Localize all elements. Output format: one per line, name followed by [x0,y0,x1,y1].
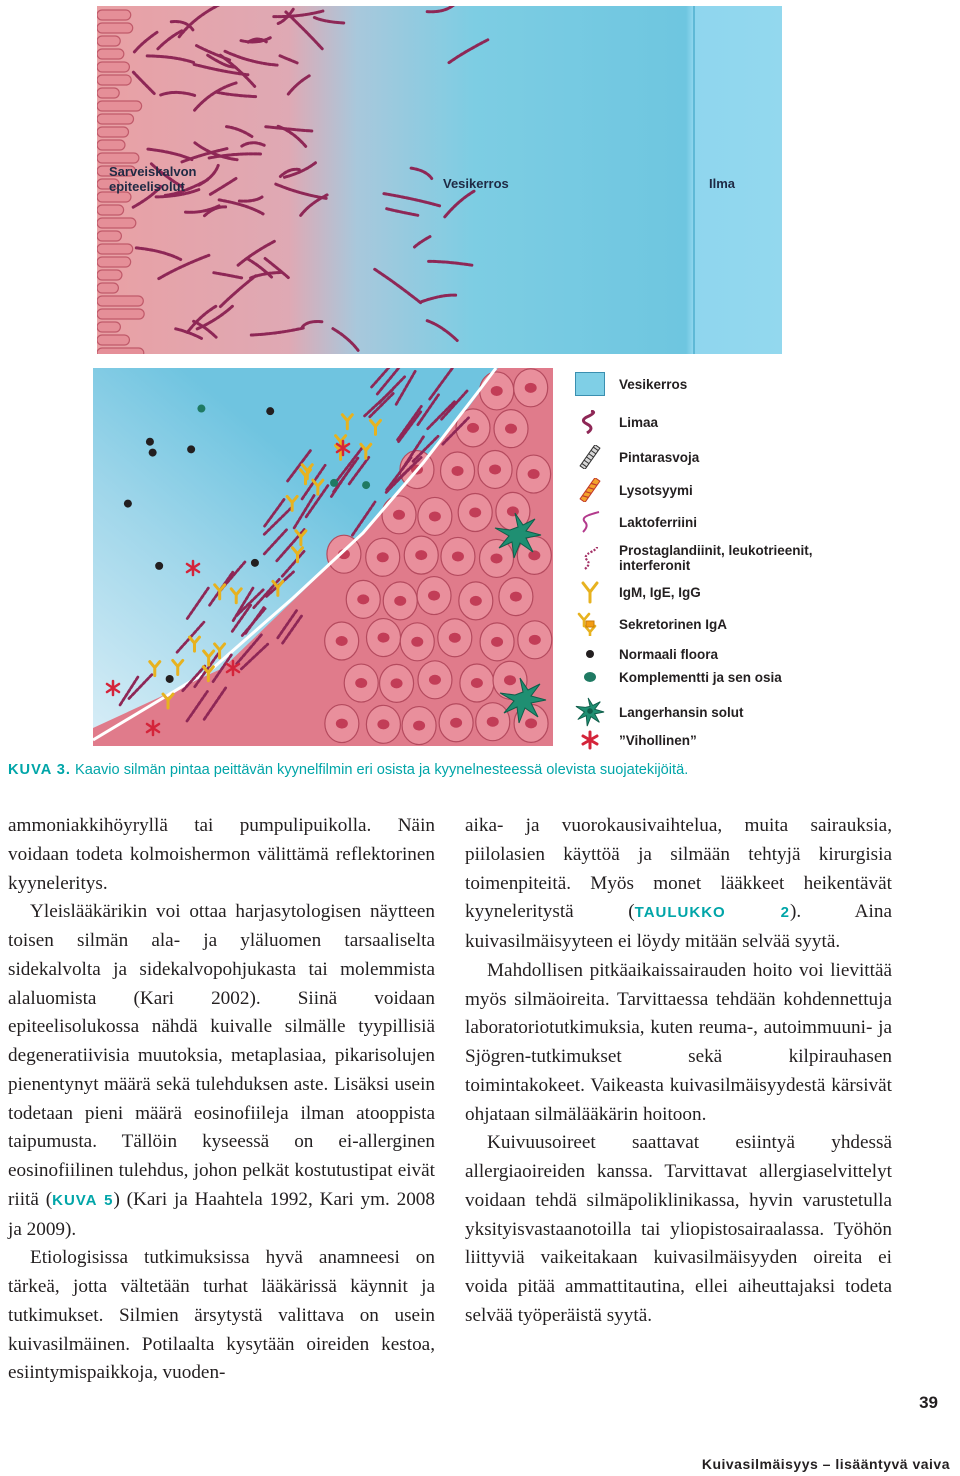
paragraph-text: aika- ja vuorokausivaihtelua, muita sairauksia, piilolasien käyttöä ja silmään tehtyjä kirurgisia toimenpiteitä. Myös monet lääkkeet heikentävät kyyneleritystä ( [465,815,892,923]
cell-nucleus [507,506,519,516]
text-column-left [8,812,435,1388]
running-footer: Kuivasilmäisyys – lisääntyvä vaiva [701,1456,950,1472]
flora-dot [197,405,205,413]
enemy-asterisk-icon [575,728,605,752]
cell-nucleus [491,386,503,396]
caption-text: Kaavio silmän pintaa peittävän kyynelfilmin eri osista ja kyynelnesteessä olevista suojatekijöitä. [75,762,689,778]
antibody-y-icon [575,580,605,604]
figure-number: KUVA 3. [8,762,71,778]
legend-label: Prostaglandiinit, leukotrieenit, [619,543,813,558]
flora-dot [187,445,195,453]
figure-caption [8,762,948,778]
legend-label: Limaa [619,414,659,430]
epithelial-villus [97,218,136,228]
cell-nucleus [415,550,427,560]
cell-nucleus [411,637,423,647]
paragraph [8,898,435,1244]
paragraph: Etiologisissa tutkimuksissa hyvä anamneesi on tärkeä, jotta vältetään turhat lääkärissä käynnit ja tutkimukset. Silmien ärsytystä valittava on usein kuivasilmäinen. Potilaalta kysytään oireiden kestoa, esiintymispaikkoja, vuoden- [8,1247,435,1384]
cell-nucleus [357,594,369,604]
water-layer-label: Vesikerros [443,176,509,191]
cell-nucleus [336,636,348,646]
langerhans-cell-icon [575,700,605,724]
cell-nucleus [528,469,540,479]
cell-nucleus [504,675,516,685]
epithelial-villus [97,140,125,150]
flora-dot-icon [575,642,605,666]
complement-drop-icon [575,665,605,689]
cell-nucleus [510,592,522,602]
paragraph: Mahdollisen pitkäaikaissairauden hoito voi lievittää myös silmäoireita. Tarvittaessa tehdään kohdennettuja laboratoriotutkimuksia, kuten reuma-, autoimmuuni- ja Sjögren-tutkimukset sekä kilpirauhasen toimintakokeet. Vaikeasta kuivasilmäisyydestä kärsivät ohjataan silmälääkärin hoitoon. [465,959,892,1125]
flora-dot [146,438,154,446]
air-label: Ilma [709,176,736,191]
legend-item-immunoglobulins [575,580,701,604]
legend-item-lactoferrin [575,510,697,534]
epithelial-villus [97,114,134,124]
epithelial-villus [97,270,122,280]
cell-nucleus [429,511,441,521]
tear-film-diagram-top [97,6,782,354]
tear-film-diagram-detail [93,368,553,746]
epithelial-villus [97,49,124,59]
cell-nucleus [391,678,403,688]
epithelial-villus [97,231,121,241]
cell-nucleus [487,717,499,727]
diagram-legend [575,370,855,750]
epithelial-villus [97,335,129,345]
paragraph-text: ) (Kari ja Haahtela 1992, Kari ym. 2008 ja 2009). [8,1188,435,1240]
cell-nucleus [452,466,464,476]
tear-film-detail-illustration [93,368,553,746]
legend-label: Langerhansin solut [619,704,744,720]
legend-label: Sekretorinen IgA [619,616,728,632]
epithelial-villus [97,75,131,85]
flora-dot [251,559,259,567]
epithelial-villus [97,257,131,267]
epithelial-villus [97,36,120,46]
legend-label: Pintarasvoja [619,449,700,465]
epithelial-villus [97,153,139,163]
legend-item-normal-flora [575,642,718,666]
cell-nucleus [377,719,389,729]
lactoferrin-strand-icon [575,510,605,534]
legend-item-prostaglandins [575,542,813,574]
prostaglandin-strand-icon [575,546,605,570]
legend-item-langerhans [575,700,744,724]
flora-dot [362,481,370,489]
legend-label: Lysotsyymi [619,482,693,498]
mucus-strand-icon [575,410,605,434]
epithelial-villus [97,62,129,72]
table-reference: TAULUKKO 2 [634,904,790,922]
epithelial-villus [97,348,144,354]
paragraph [465,812,892,957]
text-column-right [465,812,892,1331]
cell-nucleus [469,507,481,517]
epithelial-villus [97,322,120,332]
cell-nucleus [449,633,461,643]
cell-nucleus [470,596,482,606]
secretory-iga-icon [575,612,605,636]
epithelial-villus [97,205,124,215]
page-number: 39 [919,1393,938,1412]
flora-dot [149,449,157,457]
legend-item-enemy [575,728,697,752]
legend-label: ”Vihollinen” [619,732,697,748]
epithelial-villus [97,127,129,137]
paragraph-text: ). Aina kuivasilmäisyyteen ei löydy mitään selvää syytä. [465,901,892,952]
cell-nucleus [394,596,406,606]
flora-dot [155,562,163,570]
flora-dot [124,500,132,508]
legend-item-water [575,372,687,396]
legend-label: IgM, IgE, IgG [619,584,701,600]
water-swatch-icon [575,372,605,396]
legend-label-line2: interferonit [619,558,691,573]
flora-dot [166,675,174,683]
cell-nucleus [529,635,541,645]
epithelial-villus [97,10,131,20]
cell-nucleus [491,637,503,647]
tear-film-illustration [97,6,782,354]
cell-nucleus [528,550,540,560]
lipid-strip-icon [575,445,605,469]
lysozyme-strip-icon [575,478,605,502]
epithelium-label-line1: Sarveiskalvon [109,164,197,179]
epithelial-villus [97,88,119,98]
legend-item-lipids [575,445,699,469]
figure-reference: KUVA 5 [52,1191,114,1209]
legend-label: Vesikerros [619,376,688,392]
epithelial-villus [97,244,133,254]
cell-nucleus [471,678,483,688]
cell-nucleus [393,510,405,520]
cell-nucleus [491,553,503,563]
cell-nucleus [525,383,537,393]
epithelial-villus [97,23,133,33]
paragraph-text: Yleislääkärikin voi ottaa harjasytologisen näytteen toisen silmän ala- ja yläluomen tarsaaliselta sidekalvolta ja sidekalvopohjukasta tai molemmista alaluomista (Kari 2002). Siinä voidaan epiteelisolukossa nähdä kuivalle silmälle tyypillisiä degeneratiivisia muutoksia, metaplasiaa, pikarisolujen pienentynyt määrä sekä tulehduksen aste. Lisäksi usein todetaan pieni määrä eosinofiileja ilman atooppista taipumusta. Tällöin kyseessä on ei-allerginen eosinofiilinen tulehdus, johon pelkät kostutustipat eivät riitä ( [8,901,435,1210]
cell-nucleus [429,675,441,685]
cell-nucleus [450,718,462,728]
paragraph: Kuivuusoireet saattavat esiintyä yhdessä allergiaoireiden kanssa. Tarvittavat allergiaselvittelyt voidaan tehdä silmäpoliklinikassa, hyvin varustetulla yksityisvastaanotoilla tai yliopistosairaalassa. Työhön liittyviä vaikeitakaan kuivasilmäisyyden oireita ei voida pitää ammattitautina, ellei aiheuttajaksi todeta selvää työperäistä syytä. [465,1132,892,1326]
cell-nucleus [413,721,425,731]
cell-nucleus [525,718,537,728]
epithelial-villus [97,101,142,111]
epithelial-villus [97,283,118,293]
cell-nucleus [489,464,501,474]
cell-nucleus [428,591,440,601]
cell-nucleus [467,423,479,433]
legend-label: Komplementti ja sen osia [619,669,782,685]
epithelial-villus [97,296,143,306]
paragraph: ammoniakkihöyryllä tai pumpulipuikolla. Näin voidaan todeta kolmoishermon välittämä reflektorinen kyyneleritys. [8,815,435,894]
flora-dot [266,407,274,415]
cell-nucleus [336,719,348,729]
cell-nucleus [452,551,464,561]
flora-dot [330,479,338,487]
cell-nucleus [377,552,389,562]
epithelium-label-line2: epiteelisolut [109,179,185,194]
cell-nucleus [505,424,517,434]
legend-item-lysozyme [575,478,693,502]
legend-item-mucus [575,410,658,434]
cell-nucleus [355,678,367,688]
legend-label: Laktoferriini [619,514,698,530]
legend-item-secretory-iga [575,612,727,636]
epithelial-villus [97,309,144,319]
legend-label: Normaali floora [619,646,719,662]
cell-nucleus [378,633,390,643]
legend-item-complement [575,665,782,689]
